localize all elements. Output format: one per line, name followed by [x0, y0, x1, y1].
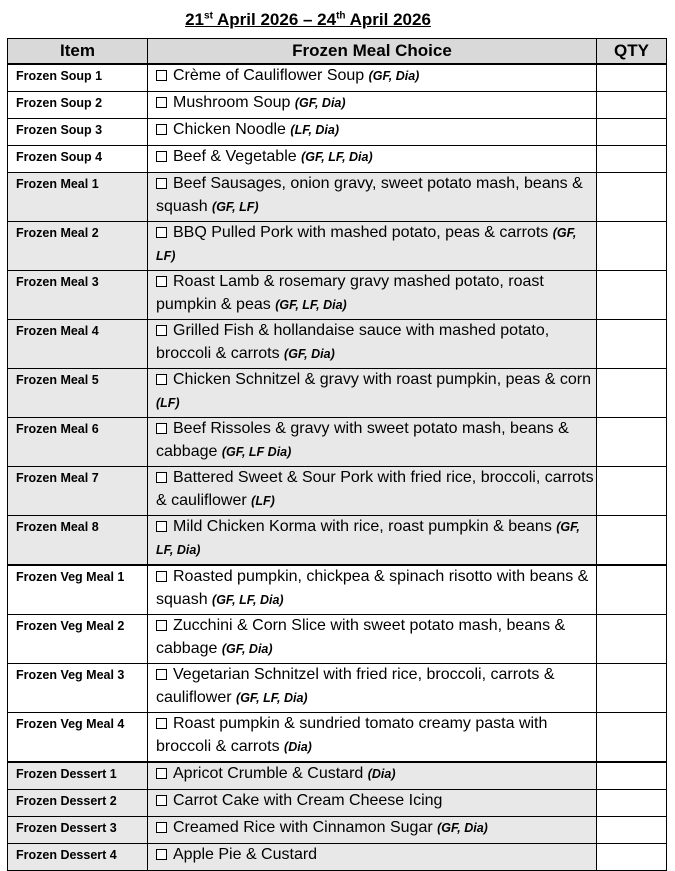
table-row [8, 271, 667, 320]
checkbox[interactable] [156, 151, 167, 162]
meal-choice[interactable]: Chicken Schnitzel & gravy with roast pumpkin, peas & corn (LF) [148, 369, 597, 418]
table-row [8, 222, 667, 271]
meal-choice[interactable]: Creamed Rice with Cinnamon Sugar (GF, Dia) [148, 817, 597, 844]
qty-field[interactable] [597, 844, 667, 871]
meal-choice[interactable]: BBQ Pulled Pork with mashed potato, peas & carrots (GF, LF) [148, 222, 597, 271]
checkbox[interactable] [156, 795, 167, 806]
qty-field[interactable] [597, 271, 667, 320]
item-label: Frozen Veg Meal 2 [8, 615, 148, 664]
table-row [8, 320, 667, 369]
table-row [8, 762, 667, 790]
item-label: Frozen Meal 7 [8, 467, 148, 516]
header-choice: Frozen Meal Choice [148, 39, 597, 65]
table-row [8, 467, 667, 516]
meal-choice[interactable]: Beef & Vegetable (GF, LF, Dia) [148, 146, 597, 173]
meal-choice[interactable]: Beef Rissoles & gravy with sweet potato mash, beans & cabbage (GF, LF Dia) [148, 418, 597, 467]
table-row [8, 565, 667, 615]
item-label: Frozen Meal 6 [8, 418, 148, 467]
item-label: Frozen Dessert 2 [8, 790, 148, 817]
item-label: Frozen Dessert 3 [8, 817, 148, 844]
meal-choice[interactable]: Zucchini & Corn Slice with sweet potato mash, beans & cabbage (GF, Dia) [148, 615, 597, 664]
checkbox[interactable] [156, 849, 167, 860]
table-row [8, 516, 667, 566]
checkbox[interactable] [156, 70, 167, 81]
item-label: Frozen Meal 4 [8, 320, 148, 369]
checkbox[interactable] [156, 669, 167, 680]
meal-choice[interactable]: Roast pumpkin & sundried tomato creamy pasta with broccoli & carrots (Dia) [148, 713, 597, 763]
table-row [8, 369, 667, 418]
checkbox[interactable] [156, 620, 167, 631]
qty-field[interactable] [597, 790, 667, 817]
meal-choice[interactable]: Carrot Cake with Cream Cheese Icing [148, 790, 597, 817]
checkbox[interactable] [156, 472, 167, 483]
meal-choice[interactable]: Roasted pumpkin, chickpea & spinach risotto with beans & squash (GF, LF, Dia) [148, 565, 597, 615]
qty-field[interactable] [597, 369, 667, 418]
meal-choice[interactable]: Mild Chicken Korma with rice, roast pumpkin & beans (GF, LF, Dia) [148, 516, 597, 566]
qty-field[interactable] [597, 119, 667, 146]
item-label: Frozen Meal 2 [8, 222, 148, 271]
meal-choice[interactable]: Apple Pie & Custard [148, 844, 597, 871]
meal-choice[interactable]: Crème of Cauliflower Soup (GF, Dia) [148, 64, 597, 92]
table-row [8, 615, 667, 664]
item-label: Frozen Veg Meal 4 [8, 713, 148, 763]
table-row [8, 713, 667, 763]
header-item: Item [8, 39, 148, 65]
checkbox[interactable] [156, 276, 167, 287]
meal-choice[interactable]: Beef Sausages, onion gravy, sweet potato mash, beans & squash (GF, LF) [148, 173, 597, 222]
table-header [8, 39, 667, 65]
meal-choice[interactable]: Battered Sweet & Sour Pork with fried rice, broccoli, carrots & cauliflower (LF) [148, 467, 597, 516]
checkbox[interactable] [156, 325, 167, 336]
item-label: Frozen Veg Meal 1 [8, 565, 148, 615]
qty-field[interactable] [597, 320, 667, 369]
meal-choice[interactable]: Chicken Noodle (LF, Dia) [148, 119, 597, 146]
qty-field[interactable] [597, 713, 667, 763]
item-label: Frozen Veg Meal 3 [8, 664, 148, 713]
item-label: Frozen Soup 1 [8, 64, 148, 92]
checkbox[interactable] [156, 124, 167, 135]
table-row [8, 64, 667, 92]
page-title: 21st April 2026 – 24th April 2026 [185, 10, 431, 29]
meal-choice[interactable]: Roast Lamb & rosemary gravy mashed potato, roast pumpkin & peas (GF, LF, Dia) [148, 271, 597, 320]
qty-field[interactable] [597, 817, 667, 844]
checkbox[interactable] [156, 423, 167, 434]
qty-field[interactable] [597, 762, 667, 790]
table-row [8, 664, 667, 713]
meal-choice[interactable]: Vegetarian Schnitzel with fried rice, broccoli, carrots & cauliflower (GF, LF, Dia) [148, 664, 597, 713]
checkbox[interactable] [156, 571, 167, 582]
qty-field[interactable] [597, 516, 667, 566]
qty-field[interactable] [597, 418, 667, 467]
item-label: Frozen Soup 2 [8, 92, 148, 119]
checkbox[interactable] [156, 822, 167, 833]
table-row [8, 844, 667, 871]
menu-table [7, 38, 667, 871]
item-label: Frozen Meal 1 [8, 173, 148, 222]
meal-choice[interactable]: Grilled Fish & hollandaise sauce with mashed potato, broccoli & carrots (GF, Dia) [148, 320, 597, 369]
item-label: Frozen Dessert 4 [8, 844, 148, 871]
qty-field[interactable] [597, 92, 667, 119]
table-row [8, 790, 667, 817]
qty-field[interactable] [597, 467, 667, 516]
checkbox[interactable] [156, 718, 167, 729]
qty-field[interactable] [597, 664, 667, 713]
table-row [8, 146, 667, 173]
table-row [8, 418, 667, 467]
item-label: Frozen Meal 3 [8, 271, 148, 320]
item-label: Frozen Dessert 1 [8, 762, 148, 790]
item-label: Frozen Soup 4 [8, 146, 148, 173]
qty-field[interactable] [597, 222, 667, 271]
header-qty: QTY [597, 39, 667, 65]
meal-choice[interactable]: Mushroom Soup (GF, Dia) [148, 92, 597, 119]
qty-field[interactable] [597, 615, 667, 664]
qty-field[interactable] [597, 146, 667, 173]
table-row [8, 92, 667, 119]
item-label: Frozen Meal 5 [8, 369, 148, 418]
table-row [8, 817, 667, 844]
qty-field[interactable] [597, 64, 667, 92]
qty-field[interactable] [597, 565, 667, 615]
table-row [8, 119, 667, 146]
checkbox[interactable] [156, 374, 167, 385]
checkbox[interactable] [156, 97, 167, 108]
item-label: Frozen Soup 3 [8, 119, 148, 146]
checkbox[interactable] [156, 768, 167, 779]
qty-field[interactable] [597, 173, 667, 222]
checkbox[interactable] [156, 178, 167, 189]
checkbox[interactable] [156, 227, 167, 238]
checkbox[interactable] [156, 521, 167, 532]
meal-choice[interactable]: Apricot Crumble & Custard (Dia) [148, 762, 597, 790]
table-row [8, 173, 667, 222]
item-label: Frozen Meal 8 [8, 516, 148, 566]
